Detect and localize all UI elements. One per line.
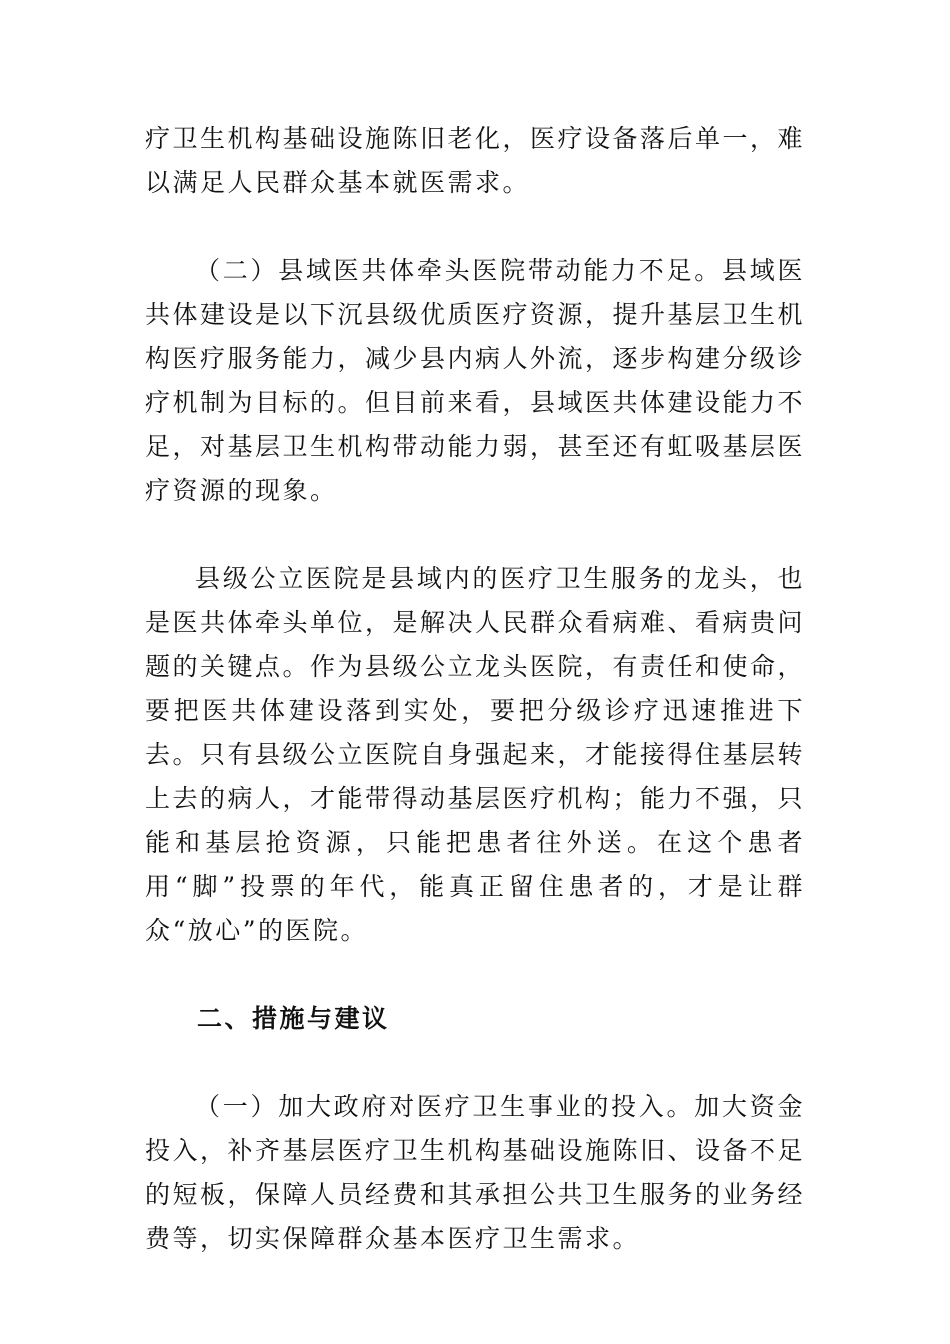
paragraph-gap [145,953,805,997]
paragraph-gap [145,513,805,557]
section-heading: 二、措施与建议 [197,1004,390,1033]
paragraph-government-investment: （一）加大政府对医疗卫生事业的投入。加大资金投入，补齐基层医疗卫生机构基础设施陈旧、设备不足的短板，保障人员经费和其承担公共卫生服务的业务经费等，切实保障群众基本医疗卫生需求。 [145,1092,806,1253]
paragraph-county-alliance: （二）县域医共体牵头医院带动能力不足。县域医共体建设是以下沉县级优质医疗资源，提升基层卫生机构医疗服务能力，减少县内病人外流，逐步构建分级诊疗机制为目标的。但目前来看，县域医共体建设能力不足，对基层卫生机构带动能力弱，甚至还有虹吸基层医疗资源的现象。 [145,256,806,505]
paragraph-continuation: 疗卫生机构基础设施陈旧老化，医疗设备落后单一，难以满足人民群众基本就医需求。 [145,124,806,197]
paragraph-county-hospital: 县级公立医院是县域内的医疗卫生服务的龙头，也是医共体牵头单位，是解决人民群众看病难、看病贵问题的关键点。作为县级公立龙头医院，有责任和使命，要把医共体建设落到实处，要把分级诊疗迅速推进下去。只有县级公立医院自身强起来，才能接得住基层转上去的病人，才能带得动基层医疗机构；能力不强，只能和基层抢资源，只能把患者往外送。在这个患者用“脚”投票的年代，能真正留住患者的，才是让群众“放心”的医院。 [145,564,806,945]
document-body [145,117,805,1261]
paragraph-gap [145,205,805,249]
paragraph-gap [145,1041,805,1085]
